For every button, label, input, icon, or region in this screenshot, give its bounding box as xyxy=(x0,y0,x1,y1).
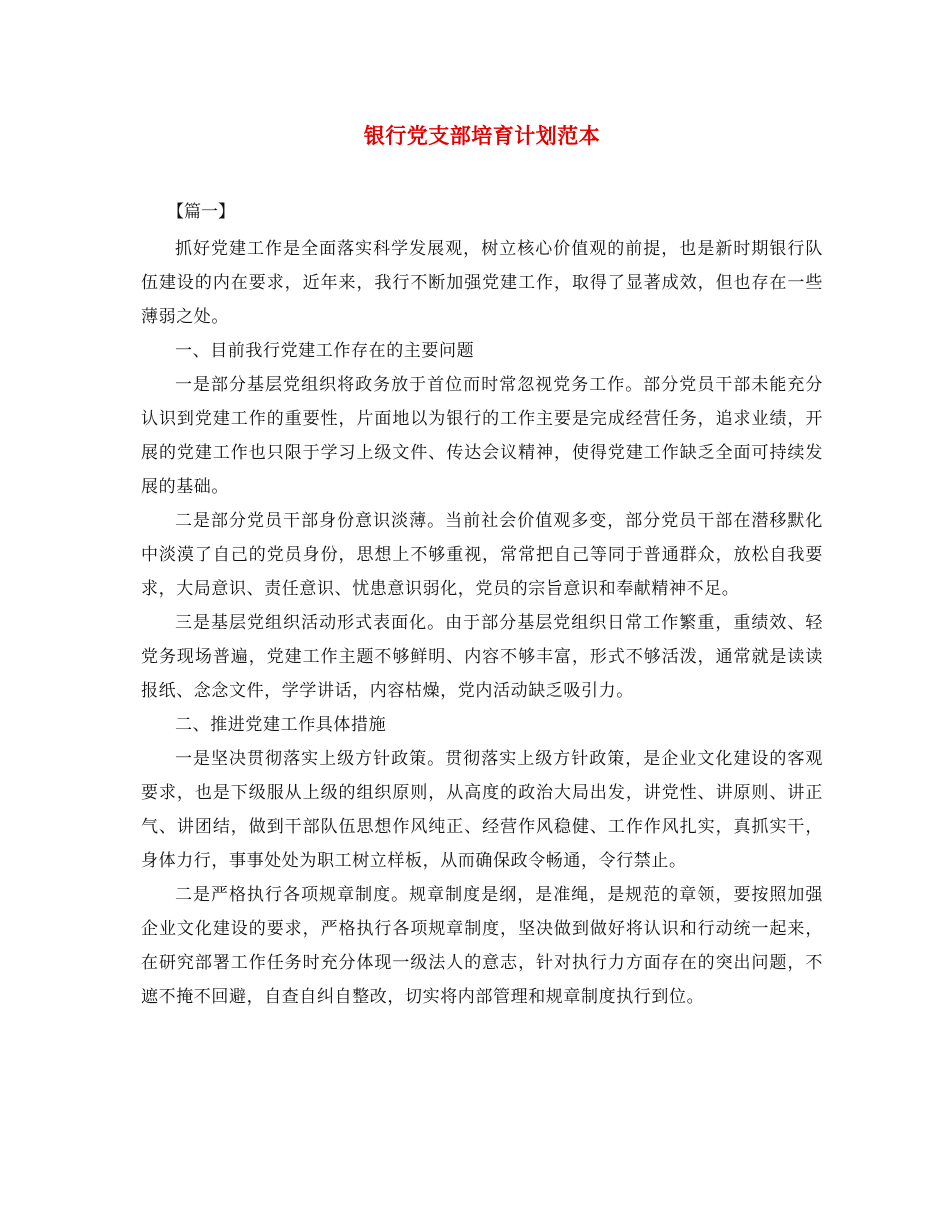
paragraph-problem-3: 三是基层党组织活动形式表面化。由于部分基层党组织日常工作繁重，重绩效、轻党务现场普遍，党建工作主题不够鲜明、内容不够丰富，形式不够活泼，通常就是读读报纸、念念文件，学学讲话，内容枯燥，党内活动缺乏吸引力。 xyxy=(141,613,823,701)
paragraph-problem-2: 二是部分党员干部身份意识淡薄。当前社会价值观多变，部分党员干部在潜移默化中淡漠了自己的党员身份，思想上不够重视，常常把自己等同于普通群众，放松自我要求，大局意识、责任意识、忧患意识弱化，党员的宗旨意识和奉献精神不足。 xyxy=(141,511,823,599)
heading-measures: 二、推进党建工作具体措施 xyxy=(175,715,387,735)
paragraph-measure-2: 二是严格执行各项规章制度。规章制度是纲，是准绳，是规范的章领，要按照加强企业文化建设的要求，严格执行各项规章制度，坚决做到做好将认识和行动统一起来，在研究部署工作任务时充分体现一级法人的意志，针对执行力方面存在的突出问题，不遮不掩不回避，自查自纠自整改，切实将内部管理和规章制度执行到位。 xyxy=(141,885,823,1007)
paragraph-intro: 抓好党建工作是全面落实科学发展观，树立核心价值观的前提，也是新时期银行队伍建设的内在要求，近年来，我行不断加强党建工作，取得了显著成效，但也存在一些薄弱之处。 xyxy=(141,239,823,327)
section-label: 【篇一】 xyxy=(167,202,235,222)
paragraph-measure-1: 一是坚决贯彻落实上级方针政策。贯彻落实上级方针政策，是企业文化建设的客观要求，也是下级服从上级的组织原则，从高度的政治大局出发，讲党性、讲原则、讲正气、讲团结，做到干部队伍思想作风纯正、经营作风稳健、工作作风扎实，真抓实干，身体力行，事事处处为职工树立样板，从而确保政令畅通，令行禁止。 xyxy=(141,749,823,871)
paragraph-problem-1: 一是部分基层党组织将政务放于首位而时常忽视党务工作。部分党员干部未能充分认识到党建工作的重要性，片面地以为银行的工作主要是完成经营任务，追求业绩，开展的党建工作也只限于学习上级文件、传达会议精神，使得党建工作缺乏全面可持续发展的基础。 xyxy=(141,375,823,497)
document-title: 银行党支部培育计划范本 xyxy=(363,123,601,148)
heading-problems: 一、目前我行党建工作存在的主要问题 xyxy=(175,341,475,361)
